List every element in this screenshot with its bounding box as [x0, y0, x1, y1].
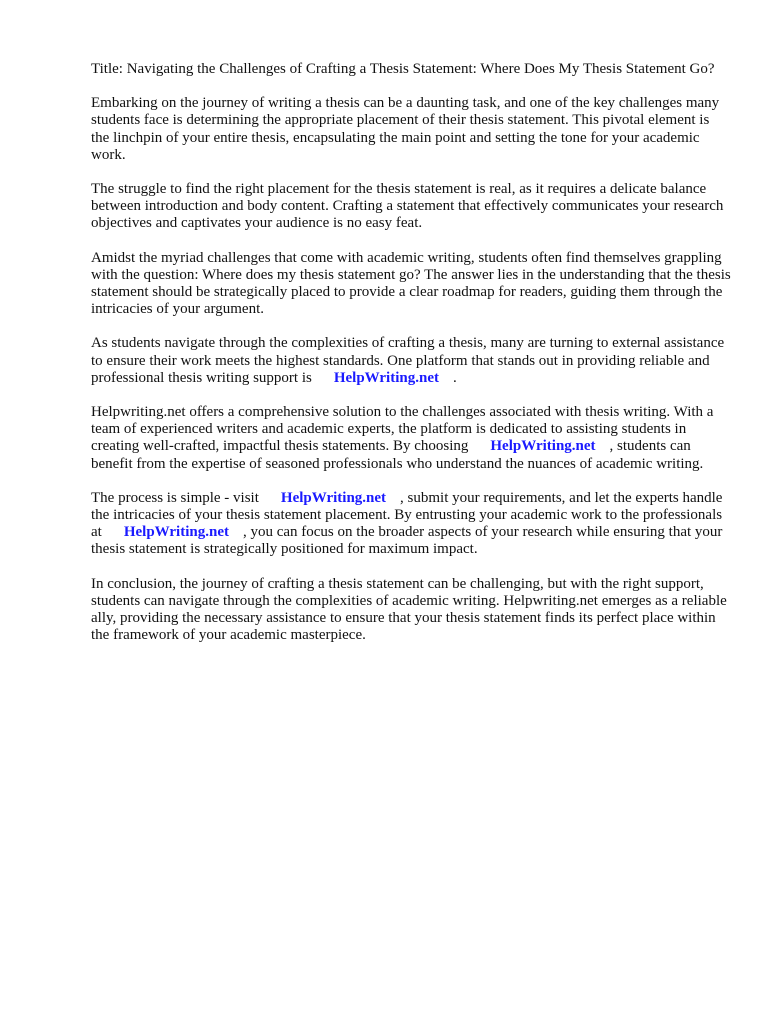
helpwriting-link-1[interactable]: HelpWriting.net: [333, 369, 439, 386]
paragraph-conclusion: In conclusion, the journey of crafting a thesis statement can be challenging, but with the right support, students can navigate through the complexities of academic writing. Helpwriting.net emerges as a reliable ally, providing the necessary assistance to ensure that your thesis statement finds its perfect place within the framework of your academic masterpiece.: [91, 575, 727, 644]
helpwriting-link-2[interactable]: HelpWriting.net: [490, 438, 596, 455]
paragraph-assistance: As students navigate through the complexities of crafting a thesis, many are turning to external assistance to ensure their work meets the highest standards. One platform that stands out in providing reliable and professional thesis writing support is HelpWriting.net .: [91, 335, 725, 386]
paragraph-solution: Helpwriting.net offers a comprehensive solution to the challenges associated with thesis writing. With a team of experienced writers and academic experts, the platform is dedicated to assisting students in creating well-crafted, impactful thesis statements. By choosing HelpWriting.net , students can benefit from the expertise of seasoned professionals who understand the nuances of academic writing.: [91, 404, 714, 472]
paragraph-process: The process is simple - visit HelpWriting.net , submit your requirements, and let the experts handle the intricacies of your thesis statement placement. By entrusting your academic work to the professionals at HelpWriting.net , you can focus on the broader aspects of your research while ensuring that your thesis statement is strategically positioned for maximum impact.: [91, 489, 723, 558]
document-title: Title: Navigating the Challenges of Crafting a Thesis Statement: Where Does My Thesis Statement Go?: [91, 61, 715, 77]
document-body: [91, 61, 731, 644]
helpwriting-link-4[interactable]: HelpWriting.net: [123, 524, 229, 541]
paragraph-struggle: The struggle to find the right placement for the thesis statement is real, as it requires a delicate balance between introduction and body content. Crafting a statement that effectively communicates your research objectives and captivates your audience is no easy feat.: [91, 181, 724, 232]
paragraph-intro: Embarking on the journey of writing a thesis can be a daunting task, and one of the key challenges many students face is determining the appropriate placement of their thesis statement. This pivotal element is the linchpin of your entire thesis, encapsulating the main point and setting the tone for your academic work.: [91, 95, 720, 163]
paragraph-challenges: Amidst the myriad challenges that come with academic writing, students often find themselves grappling with the question: Where does my thesis statement go? The answer lies in the understanding that the thesis statement should be strategically placed to provide a clear roadmap for readers, guiding them through the intricacies of your argument.: [91, 249, 731, 318]
helpwriting-link-3[interactable]: HelpWriting.net: [280, 489, 387, 506]
